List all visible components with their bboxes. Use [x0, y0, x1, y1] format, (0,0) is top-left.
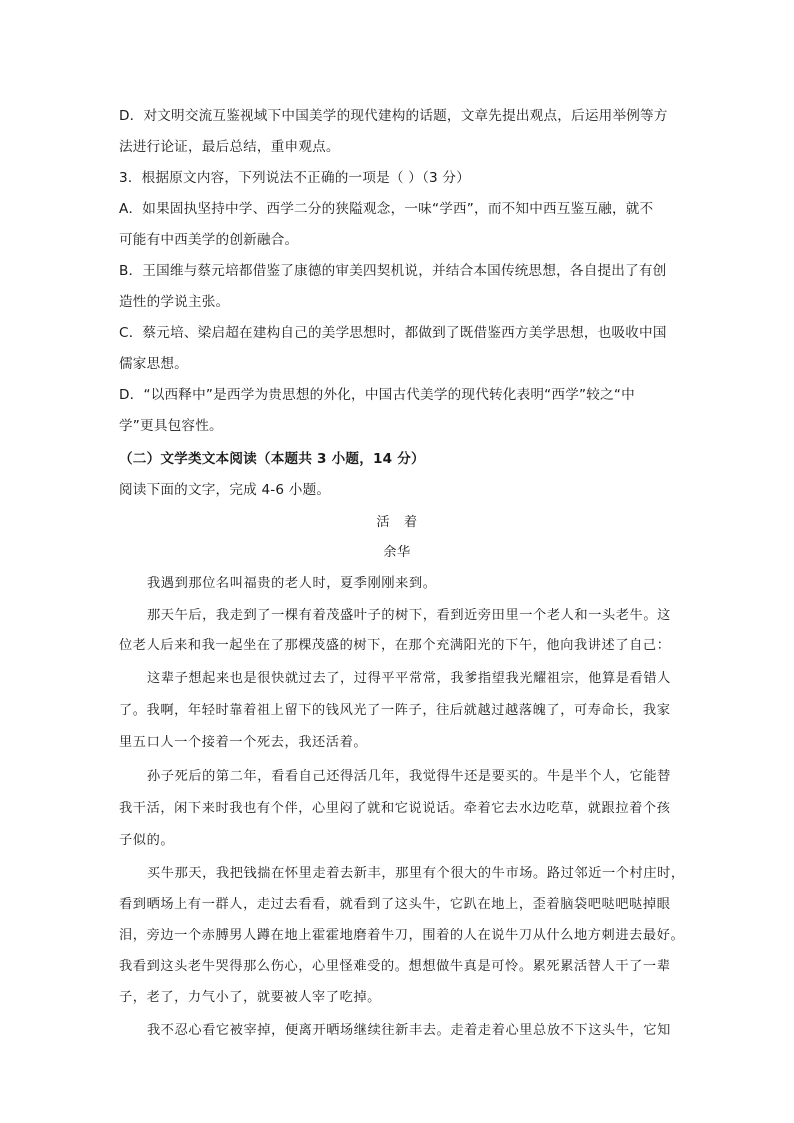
story-line: 了。我啊，年轻时靠着祖上留下的钱风光了一阵子，往后就越过越落魄了，可寿命长，我家	[119, 703, 671, 718]
story-line: 子，老了，力气小了，就要被人宰了吃掉。	[119, 990, 381, 1005]
q3-option-c-line-2: 儒家思想。	[119, 356, 188, 372]
q2-option-d-line-1: D．对文明交流互鉴视域下中国美学的现代建构的话题，文章先提出观点，后运用举例等方	[119, 108, 668, 124]
story-line: 位老人后来和我一起坐在了那棵茂盛的树下，在那个充满阳光的下午，他向我讲述了自己：	[119, 638, 671, 653]
q3-option-a-line-1: A．如果固执坚持中学、西学二分的狭隘观念，一味“学西”，而不知中西互鉴互融，就不	[119, 201, 654, 217]
section-heading: （二）文学类文本阅读（本题共 3 小题，14 分）	[119, 451, 425, 467]
story-title: 活 着	[376, 515, 418, 530]
q3-option-d-line-2: 学”更具包容性。	[119, 418, 223, 434]
story-line: 我看到这头老牛哭得那么伤心，心里怪难受的。想想做牛真是可怜。累死累活替人干了一辈	[119, 959, 671, 974]
q3-option-c-line-1: C．蔡元培、梁启超在建构自己的美学思想时，都做到了既借鉴西方美学思想，也吸收中国	[119, 325, 667, 341]
story-line: 里五口人一个接着一个死去，我还活着。	[119, 735, 368, 750]
q3-option-d-line-1: D．“以西释中”是西学为贵思想的外化，中国古代美学的现代转化表明“西学”较之“中	[119, 387, 635, 403]
story-line: 子似的。	[119, 833, 175, 848]
story-line: 买牛那天，我把钱揣在怀里走着去新丰，那里有个很大的牛市场。路过邻近一个村庄时，	[147, 866, 685, 881]
story-line: 这辈子想起来也是很快就过去了，过得平平常常，我爹指望我光耀祖宗，他算是看错人	[147, 671, 671, 686]
q3-stem: 3．根据原文内容，下列说法不正确的一项是（ ）（3 分）	[119, 170, 470, 186]
story-line: 泪，旁边一个赤膊男人蹲在地上霍霍地磨着牛刀，围着的人在说牛刀从什么地方刺进去最好。	[119, 928, 685, 943]
q3-option-a-line-2: 可能有中西美学的创新融合。	[119, 232, 299, 248]
story-line: 那天午后，我走到了一棵有着茂盛叶子的树下，看到近旁田里一个老人和一头老牛。这	[147, 608, 671, 623]
reading-instruction: 阅读下面的文字，完成 4-6 小题。	[119, 482, 331, 498]
q2-option-d-line-2: 法进行论证，最后总结，重申观点。	[119, 139, 340, 155]
q3-option-b-line-2: 造性的学说主张。	[119, 294, 230, 310]
q3-option-b-line-1: B．王国维与蔡元培都借鉴了康德的审美四契机说，并结合本国传统思想，各自提出了有创	[119, 263, 667, 279]
story-line: 孙子死后的第二年，看看自己还得活几年，我觉得牛还是要买的。牛是半个人，它能替	[147, 769, 671, 784]
story-line: 我不忍心看它被宰掉，便离开晒场继续往新丰去。走着走着心里总放不下这头牛，它知	[147, 1023, 671, 1038]
story-line: 我干活，闲下来时我也有个伴，心里闷了就和它说说话。牵着它去水边吃草，就跟拉着个孩	[119, 801, 671, 816]
story-author: 余华	[383, 545, 411, 560]
story-line: 看到晒场上有一群人，走过去看看，就看到了这头牛，它趴在地上，歪着脑袋吧哒吧哒掉眼	[119, 897, 671, 912]
story-line: 我遇到那位名叫福贵的老人时，夏季刚刚来到。	[147, 576, 437, 591]
